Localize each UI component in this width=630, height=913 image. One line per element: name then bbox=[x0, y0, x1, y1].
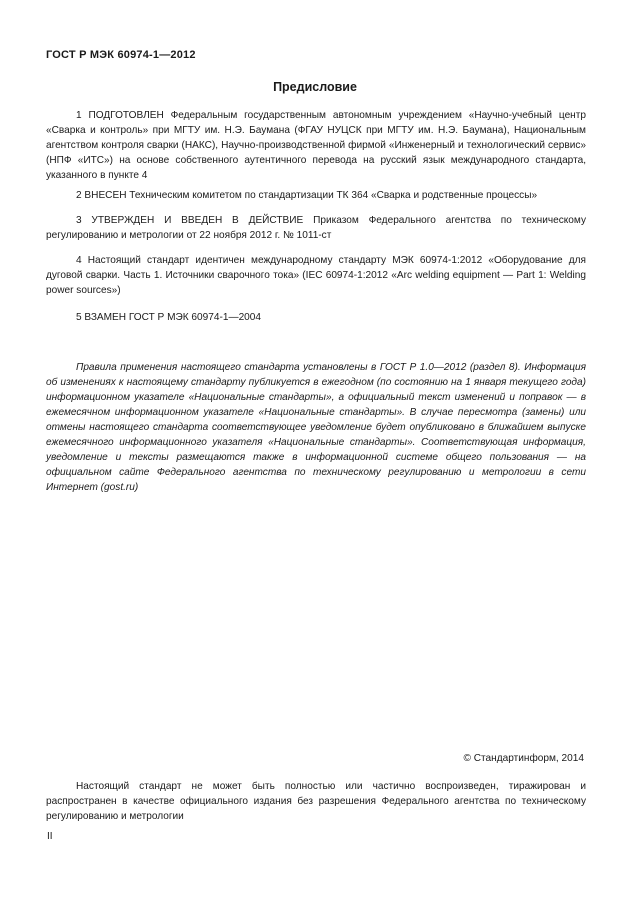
foreword-item-4: 4 Настоящий стандарт идентичен международному стандарту МЭК 60974-1:2012 «Оборудование для дуговой сварки. Часть 1. Источники сварочного тока» (IEC 60974-1:2012 «Arc welding equipment — Part 1: Welding power sources») bbox=[46, 255, 586, 296]
copyright-notice: © Стандартинформ, 2014 bbox=[463, 753, 584, 764]
page-number: II bbox=[47, 831, 53, 842]
foreword-item-2: 2 ВНЕСЕН Техническим комитетом по стандартизации ТК 364 «Сварка и родственные процессы» bbox=[76, 190, 538, 201]
reproduction-notice: Настоящий стандарт не может быть полностью или частично воспроизведен, тиражирован и распространен в качестве официального издания без разрешения Федерального агентства по техническому регулированию и метрологии bbox=[46, 781, 586, 822]
foreword-item-5: 5 ВЗАМЕН ГОСТ Р МЭК 60974-1—2004 bbox=[76, 312, 262, 323]
foreword-item-1: 1 ПОДГОТОВЛЕН Федеральным государственным автономным учреждением «Научно-учебный центр «Сварка и контроль» при МГТУ им. Н.Э. Баумана (ФГАУ НУЦСК при МГТУ им. Н.Э. Баумана), Национальным агентством контроля сварки (НАКС), Научно-производственной фирмой «Инженерный и технологический сервис» (НПФ «ИТС») на основе собственного аутентичного перевода на русский язык международного стандарта, указанного в пункте 4 bbox=[46, 110, 586, 181]
foreword-item-3: 3 УТВЕРЖДЕН И ВВЕДЕН В ДЕЙСТВИЕ Приказом Федерального агентства по техническому регулированию и метрологии от 22 ноября 2012 г. № 1011-ст bbox=[46, 215, 586, 241]
page-title: Предисловие bbox=[273, 80, 357, 94]
standard-usage-notice: Правила применения настоящего стандарта установлены в ГОСТ Р 1.0—2012 (раздел 8). Информация об изменениях к настоящему стандарту публикуется в ежегодном (по состоянию на 1 января текущего года) информационном указателе «Национальные стандарты», а официальный текст изменений и поправок — в ежемесячном информационном указателе «Национальные стандарты». В случае пересмотра (замены) или отмены настоящего стандарта соответствующее уведомление будет опубликовано в ближайшем выпуске ежемесячного информационного указателя «Национальные стандарты». Соответствующая информация, уведомление и тексты размещаются также в информационной системе общего пользования — на официальном сайте Федерального агентства по техническому регулированию и метрологии в сети Интернет (gost.ru) bbox=[46, 362, 586, 493]
document-code-header: ГОСТ Р МЭК 60974-1—2012 bbox=[46, 49, 196, 61]
